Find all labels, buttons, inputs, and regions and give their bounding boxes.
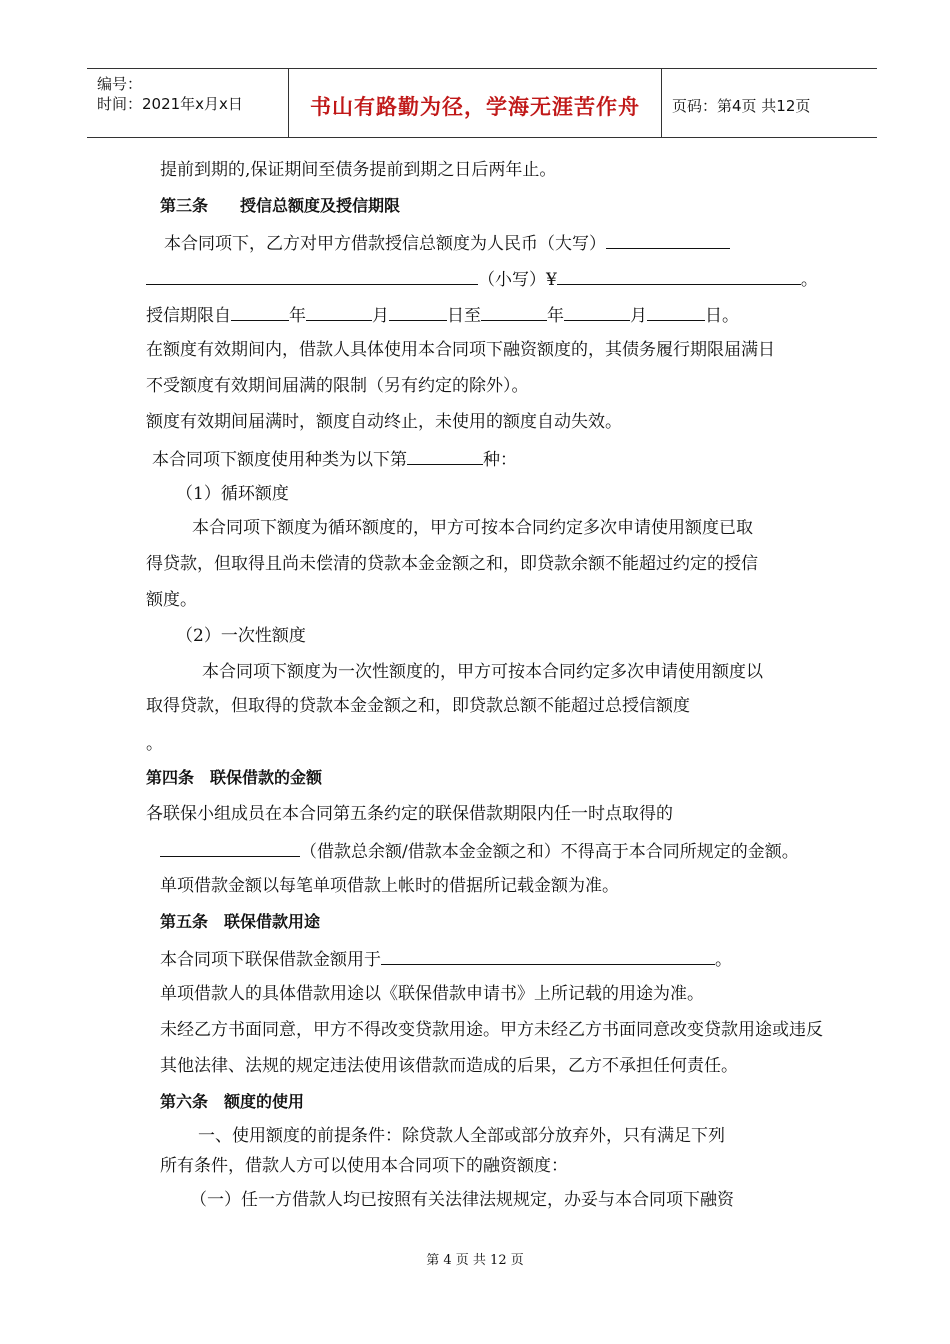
text-fragment: 日至 [447, 306, 481, 326]
blank-field [381, 946, 715, 965]
article-4-title: 第四条 联保借款的金额 [146, 768, 323, 787]
text-fragment: （借款总余额/借款本金金额之和）不得高于本合同所规定的金额。 [300, 842, 799, 862]
text-line: 额度。 [146, 590, 197, 610]
text-line: 。 [146, 734, 163, 754]
text-fragment: （小写）¥ [478, 270, 557, 290]
text-line [146, 266, 818, 292]
blank-field [564, 302, 630, 321]
text-fragment: 授信期限自 [146, 306, 231, 326]
blank-field [231, 302, 289, 321]
text-line: 得贷款，但取得且尚未偿清的贷款本金金额之和，即贷款余额不能超过约定的授信 [146, 554, 758, 574]
header-info-cell [87, 69, 287, 137]
text-line: 本合同项下额度为一次性额度的，甲方可按本合同约定多次申请使用额度以 [202, 662, 763, 682]
text-line: 各联保小组成员在本合同第五条约定的联保借款期限内任一时点取得的 [146, 804, 673, 824]
blank-field [160, 838, 300, 857]
text-line: 单项借款人的具体借款用途以《联保借款申请书》上所记载的用途为准。 [160, 984, 704, 1004]
text-line: （1）循环额度 [176, 484, 289, 504]
text-line: 一、使用额度的前提条件：除贷款人全部或部分放弃外，只有满足下列 [198, 1126, 725, 1146]
time-label: 时间：2021年x月x日 [97, 95, 243, 113]
header-motto-cell [288, 69, 662, 137]
number-label: 编号： [97, 75, 143, 93]
blank-field [606, 230, 730, 249]
blank-field [647, 302, 705, 321]
text-fragment: 本合同项下额度使用种类为以下第 [152, 450, 407, 470]
text-line: （一）任一方借款人均已按照有关法律法规规定，办妥与本合同项下融资 [190, 1190, 734, 1210]
text-line: 本合同项下额度为循环额度的，甲方可按本合同约定多次申请使用额度已取 [192, 518, 753, 538]
article-3-title: 第三条 授信总额度及授信期限 [160, 196, 401, 215]
text-line: 取得贷款，但取得的贷款本金金额之和，即贷款总额不能超过总授信额度 [146, 696, 690, 716]
text-line: 其他法律、法规的规定违法使用该借款而造成的后果，乙方不承担任何责任。 [160, 1056, 738, 1076]
text-fragment: 月 [630, 306, 647, 326]
text-line [164, 230, 730, 256]
blank-field [481, 302, 547, 321]
text-line [152, 446, 517, 472]
page-footer: 第 4 页 共 12 页 [426, 1253, 524, 1268]
text-line [160, 838, 799, 864]
text-fragment: 本合同项下联保借款金额用于 [160, 950, 381, 970]
page-header [87, 68, 877, 138]
text-line: 在额度有效期间内，借款人具体使用本合同项下融资额度的，其债务履行期限届满日 [146, 340, 775, 360]
text-line: （2）一次性额度 [176, 626, 306, 646]
blank-field [557, 266, 801, 285]
text-line: 提前到期的,保证期间至债务提前到期之日后两年止。 [160, 160, 557, 180]
page-code: 页码：第4页 共12页 [672, 97, 811, 115]
text-line [146, 302, 739, 328]
text-line: 单项借款金额以每笔单项借款上帐时的借据所记载金额为准。 [160, 876, 619, 896]
blank-field [146, 266, 478, 285]
blank-field [407, 446, 483, 465]
text-fragment: 种： [483, 450, 517, 470]
header-page-cell [662, 69, 877, 137]
blank-field [306, 302, 372, 321]
text-fragment: 月 [372, 306, 389, 326]
text-fragment: 年 [289, 306, 306, 326]
text-line [160, 946, 732, 972]
text-line: 未经乙方书面同意，甲方不得改变贷款用途。甲方未经乙方书面同意改变贷款用途或违反 [160, 1020, 823, 1040]
article-5-title: 第五条 联保借款用途 [160, 912, 321, 931]
blank-field [389, 302, 447, 321]
text-line: 不受额度有效期间届满的限制（另有约定的除外）。 [146, 376, 529, 396]
text-fragment: 本合同项下，乙方对甲方借款授信总额度为人民币（大写） [164, 234, 606, 254]
text-fragment: 。 [715, 950, 732, 970]
article-6-title: 第六条 额度的使用 [160, 1092, 305, 1111]
text-line: 额度有效期间届满时，额度自动终止，未使用的额度自动失效。 [146, 412, 622, 432]
text-fragment: 日。 [705, 306, 739, 326]
text-line: 所有条件，借款人方可以使用本合同项下的融资额度： [160, 1156, 568, 1176]
motto-text: 书山有路勤为径，学海无涯苦作舟 [310, 95, 640, 119]
text-fragment: 。 [800, 270, 818, 290]
text-fragment: 年 [547, 306, 564, 326]
